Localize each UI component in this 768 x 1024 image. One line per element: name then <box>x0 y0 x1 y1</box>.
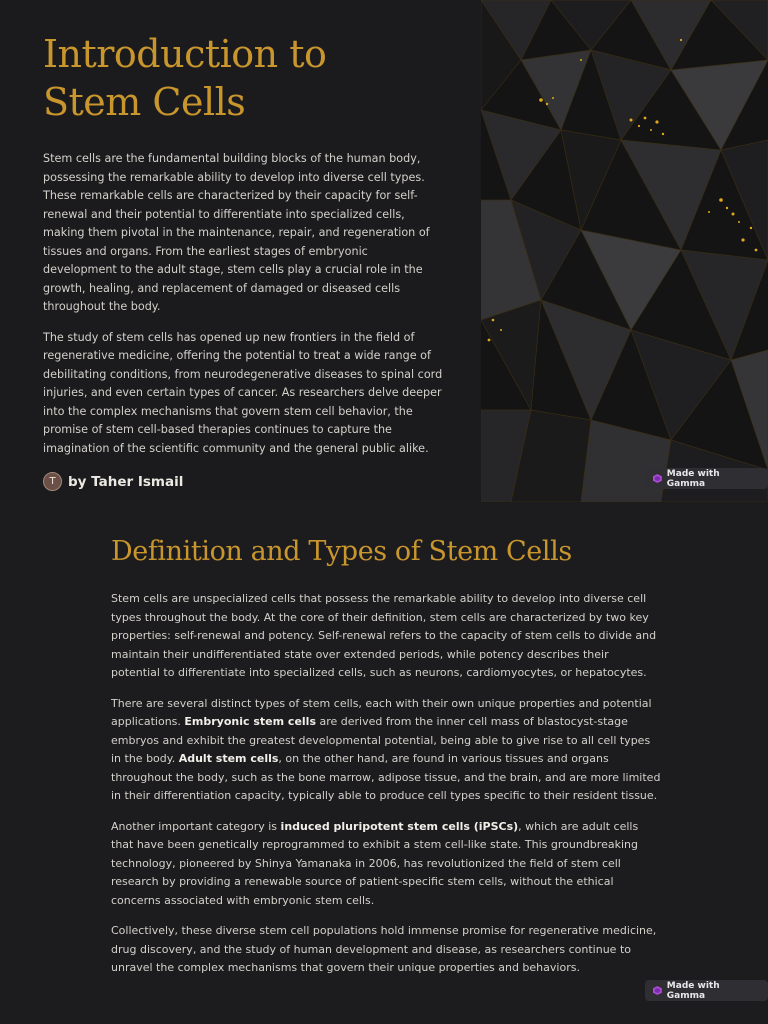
definition-paragraph-2 <box>111 695 661 806</box>
p2-text-e: , on the other hand, are found in various tissues and organs throughout the body, such as the bone marrow, adipose tissue, and the brain, and are more limited in their differentiation capacity, typically able to produce cell types specific to their resident tissue. <box>111 752 661 802</box>
gamma-logo-icon <box>653 474 662 483</box>
p3-text-c: , which are adult cells that have been genetically reprogrammed to exhibit a stem cell-like state. This groundbreaking technology, pioneered by Shinya Yamanaka in 2006, has revolutionized the field of stem cell research by providing a renewable source of patient-specific stem cells, without the ethical concerns associated with embryonic stem cells. <box>111 819 639 907</box>
p2-text-a: There are several distinct types of stem cells, each with their own unique properties and potential applications. <box>111 696 652 728</box>
definition-text-column <box>111 532 661 990</box>
author-line <box>43 472 443 491</box>
slide-introduction <box>0 0 768 502</box>
made-with-gamma-badge[interactable] <box>645 468 768 489</box>
author-name: by Taher Ismail <box>68 473 184 490</box>
made-with-gamma-label: Made with Gamma <box>666 468 720 489</box>
dark-crystal-image <box>481 0 768 502</box>
author-avatar: T <box>43 472 62 491</box>
definition-title: Definition and Types of Stem Cells <box>111 536 572 567</box>
ipscs-term: induced pluripotent stem cells (iPSCs) <box>280 819 519 833</box>
intro-paragraph-2: The study of stem cells has opened up new frontiers in the field of regenerative medicine, offering the potential to treat a wide range of debilitating conditions, from neurodegenerative diseases to spinal cord injuries, and even certain types of cancer. As researchers delve deeper into the complex mechanisms that govern stem cell behavior, the promise of stem cell-based therapies continues to capture the imagination of the scientific community and the general public alike. <box>43 330 443 455</box>
gamma-logo-icon <box>653 986 662 995</box>
intro-title-line1: Introduction to <box>43 32 327 76</box>
p3-text-a: Another important category is <box>111 819 281 833</box>
definition-paragraph-3 <box>111 818 661 911</box>
definition-paragraph-1: Stem cells are unspecialized cells that possess the remarkable ability to develop into diverse cell types throughout the body. At the core of their definition, stem cells are characterized by two key properties: self-renewal and potency. Self-renewal refers to the capacity of stem cells to divide and maintain their undifferentiated state over extended periods, while potency describes their potential to differentiate into specialized cells, such as neurons, cardiomyocytes, or hepatocytes. <box>111 592 657 679</box>
intro-paragraph-1: Stem cells are the fundamental building blocks of the human body, possessing the remarkable ability to develop into diverse cell types. These remarkable cells are characterized by their capacity for self-renewal and their potential to differentiate into specialized cells, making them pivotal in the maintenance, repair, and regeneration of tissues and organs. From the earliest stages of embryonic development to the adult stage, stem cells play a crucial role in the growth, healing, and replacement of damaged or diseased cells throughout the body. <box>43 152 430 313</box>
slide-definition-types <box>0 502 768 1024</box>
made-with-gamma-label-2: Made with Gamma <box>666 980 720 1001</box>
intro-text-column <box>43 30 443 491</box>
intro-title <box>43 30 443 126</box>
crystal-illustration <box>481 0 768 502</box>
adult-stem-cells-term: Adult stem cells <box>178 752 279 765</box>
made-with-gamma-badge-2[interactable] <box>645 980 768 1001</box>
definition-paragraph-4: Collectively, these diverse stem cell populations hold immense promise for regenerative medicine, drug discovery, and the study of human development and disease, as researchers continue to unravel the complex mechanisms that govern their unique properties and behaviors. <box>111 924 657 974</box>
intro-title-line2: Stem Cells <box>43 80 246 124</box>
embryonic-stem-cells-term: Embryonic stem cells <box>184 715 316 728</box>
p2-text-c: are derived from the inner cell mass of blastocyst-stage embryos and exhibit the greatest developmental potential, being able to give rise to all cell types in the body. <box>111 715 651 765</box>
